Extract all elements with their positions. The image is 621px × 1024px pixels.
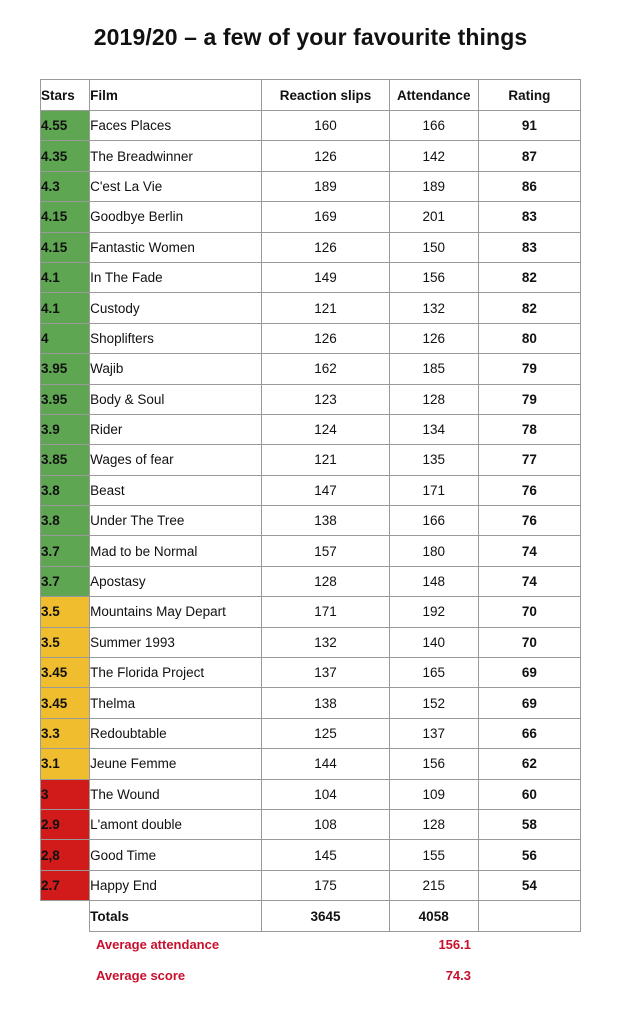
reaction-slips-cell: 121 xyxy=(262,445,389,475)
stars-cell: 3.7 xyxy=(41,566,90,596)
rating-cell: 80 xyxy=(478,323,580,353)
reaction-slips-cell: 145 xyxy=(262,840,389,870)
reaction-slips-cell: 175 xyxy=(262,870,389,900)
stars-cell: 3.1 xyxy=(41,749,90,779)
film-title: Shoplifters xyxy=(90,323,262,353)
table-row xyxy=(41,354,581,384)
rating-cell: 86 xyxy=(478,171,580,201)
header-film: Film xyxy=(90,80,262,111)
stars-cell: 3.8 xyxy=(41,506,90,536)
stars-cell: 4.1 xyxy=(41,262,90,292)
rating-cell: 79 xyxy=(478,384,580,414)
film-title: L'amont double xyxy=(90,809,262,839)
attendance-cell: 185 xyxy=(389,354,478,384)
film-title: In The Fade xyxy=(90,262,262,292)
stars-cell: 3.5 xyxy=(41,627,90,657)
film-title: Goodbye Berlin xyxy=(90,202,262,232)
stars-cell: 4.15 xyxy=(41,202,90,232)
table-row xyxy=(41,597,581,627)
stars-cell: 3.8 xyxy=(41,475,90,505)
film-title: Beast xyxy=(90,475,262,505)
table-row xyxy=(41,870,581,900)
stars-cell: 3.45 xyxy=(41,688,90,718)
film-title: Faces Places xyxy=(90,111,262,141)
reaction-slips-cell: 104 xyxy=(262,779,389,809)
attendance-cell: 166 xyxy=(389,111,478,141)
film-title: Body & Soul xyxy=(90,384,262,414)
table-row xyxy=(41,809,581,839)
rating-cell: 82 xyxy=(478,293,580,323)
attendance-cell: 192 xyxy=(389,597,478,627)
film-title: Wages of fear xyxy=(90,445,262,475)
rating-cell: 62 xyxy=(478,749,580,779)
reaction-slips-cell: 138 xyxy=(262,688,389,718)
table-row xyxy=(41,536,581,566)
reaction-slips-cell: 126 xyxy=(262,323,389,353)
films-table xyxy=(40,79,581,932)
avg-attendance-value: 156.1 xyxy=(438,937,471,952)
rating-cell: 69 xyxy=(478,688,580,718)
stars-cell: 2,8 xyxy=(41,840,90,870)
stars-cell: 3.85 xyxy=(41,445,90,475)
attendance-cell: 180 xyxy=(389,536,478,566)
table-row xyxy=(41,384,581,414)
table-row xyxy=(41,232,581,262)
rating-cell: 70 xyxy=(478,597,580,627)
rating-cell: 76 xyxy=(478,506,580,536)
attendance-cell: 128 xyxy=(389,809,478,839)
totals-attendance: 4058 xyxy=(389,901,478,932)
reaction-slips-cell: 144 xyxy=(262,749,389,779)
table-row xyxy=(41,779,581,809)
reaction-slips-cell: 147 xyxy=(262,475,389,505)
reaction-slips-cell: 162 xyxy=(262,354,389,384)
reaction-slips-cell: 169 xyxy=(262,202,389,232)
table-row xyxy=(41,749,581,779)
attendance-cell: 166 xyxy=(389,506,478,536)
totals-blank xyxy=(41,901,90,932)
film-title: Redoubtable xyxy=(90,718,262,748)
table-row xyxy=(41,718,581,748)
reaction-slips-cell: 137 xyxy=(262,658,389,688)
reaction-slips-cell: 121 xyxy=(262,293,389,323)
rating-cell: 87 xyxy=(478,141,580,171)
table-row xyxy=(41,111,581,141)
rating-cell: 83 xyxy=(478,232,580,262)
film-title: The Florida Project xyxy=(90,658,262,688)
avg-score-label: Average score xyxy=(96,968,186,983)
attendance-cell: 132 xyxy=(389,293,478,323)
attendance-cell: 137 xyxy=(389,718,478,748)
film-title: Custody xyxy=(90,293,262,323)
table-row xyxy=(41,141,581,171)
totals-row xyxy=(41,901,581,932)
page-title: 2019/20 – a few of your favourite things xyxy=(93,24,528,50)
table-row xyxy=(41,566,581,596)
stars-cell: 4 xyxy=(41,323,90,353)
attendance-cell: 171 xyxy=(389,475,478,505)
rating-cell: 69 xyxy=(478,658,580,688)
attendance-cell: 152 xyxy=(389,688,478,718)
table-row xyxy=(41,202,581,232)
rating-cell: 70 xyxy=(478,627,580,657)
film-title: Jeune Femme xyxy=(90,749,262,779)
rating-cell: 66 xyxy=(478,718,580,748)
attendance-cell: 142 xyxy=(389,141,478,171)
rating-cell: 56 xyxy=(478,840,580,870)
reaction-slips-cell: 126 xyxy=(262,141,389,171)
attendance-cell: 156 xyxy=(389,749,478,779)
stars-cell: 3.9 xyxy=(41,414,90,444)
table-row xyxy=(41,414,581,444)
attendance-cell: 134 xyxy=(389,414,478,444)
reaction-slips-cell: 149 xyxy=(262,262,389,292)
reaction-slips-cell: 108 xyxy=(262,809,389,839)
reaction-slips-cell: 160 xyxy=(262,111,389,141)
film-title: Mad to be Normal xyxy=(90,536,262,566)
film-title: Mountains May Depart xyxy=(90,597,262,627)
stars-cell: 4.1 xyxy=(41,293,90,323)
film-title: Wajib xyxy=(90,354,262,384)
stars-cell: 3.5 xyxy=(41,597,90,627)
table-row xyxy=(41,627,581,657)
reaction-slips-cell: 125 xyxy=(262,718,389,748)
totals-slips: 3645 xyxy=(262,901,389,932)
film-title: The Breadwinner xyxy=(90,141,262,171)
rating-cell: 79 xyxy=(478,354,580,384)
avg-score-value: 74.3 xyxy=(445,968,471,983)
film-title: Under The Tree xyxy=(90,506,262,536)
reaction-slips-cell: 132 xyxy=(262,627,389,657)
film-title: Happy End xyxy=(90,870,262,900)
rating-cell: 74 xyxy=(478,566,580,596)
header-attendance: Attendance xyxy=(389,80,478,111)
table-row xyxy=(41,445,581,475)
rating-cell: 78 xyxy=(478,414,580,444)
film-title: C'est La Vie xyxy=(90,171,262,201)
attendance-cell: 189 xyxy=(389,171,478,201)
reaction-slips-cell: 157 xyxy=(262,536,389,566)
attendance-cell: 148 xyxy=(389,566,478,596)
reaction-slips-cell: 171 xyxy=(262,597,389,627)
attendance-cell: 109 xyxy=(389,779,478,809)
reaction-slips-cell: 124 xyxy=(262,414,389,444)
totals-rating-empty xyxy=(478,901,580,932)
attendance-cell: 215 xyxy=(389,870,478,900)
stars-cell: 3.3 xyxy=(41,718,90,748)
table-header-row xyxy=(41,80,581,111)
header-rating: Rating xyxy=(478,80,580,111)
stars-cell: 4.3 xyxy=(41,171,90,201)
attendance-cell: 126 xyxy=(389,323,478,353)
stars-cell: 3.95 xyxy=(41,354,90,384)
attendance-cell: 201 xyxy=(389,202,478,232)
attendance-cell: 156 xyxy=(389,262,478,292)
header-stars: Stars xyxy=(41,80,90,111)
table-row xyxy=(41,688,581,718)
attendance-cell: 165 xyxy=(389,658,478,688)
rating-cell: 83 xyxy=(478,202,580,232)
rating-cell: 58 xyxy=(478,809,580,839)
table-row xyxy=(41,293,581,323)
rating-cell: 82 xyxy=(478,262,580,292)
rating-cell: 74 xyxy=(478,536,580,566)
film-title: Apostasy xyxy=(90,566,262,596)
film-title: Fantastic Women xyxy=(90,232,262,262)
reaction-slips-cell: 189 xyxy=(262,171,389,201)
table-row xyxy=(41,323,581,353)
table-body xyxy=(41,111,581,901)
film-title: The Wound xyxy=(90,779,262,809)
film-title: Thelma xyxy=(90,688,262,718)
avg-attendance-label: Average attendance xyxy=(96,937,220,952)
attendance-cell: 155 xyxy=(389,840,478,870)
film-title: Summer 1993 xyxy=(90,627,262,657)
stars-cell: 2.7 xyxy=(41,870,90,900)
rating-cell: 76 xyxy=(478,475,580,505)
header-reaction-slips: Reaction slips xyxy=(262,80,389,111)
stars-cell: 3.45 xyxy=(41,658,90,688)
rating-cell: 60 xyxy=(478,779,580,809)
table-row xyxy=(41,506,581,536)
film-title: Rider xyxy=(90,414,262,444)
totals-label: Totals xyxy=(90,901,262,932)
stars-cell: 4.15 xyxy=(41,232,90,262)
reaction-slips-cell: 138 xyxy=(262,506,389,536)
table-row xyxy=(41,171,581,201)
rating-cell: 77 xyxy=(478,445,580,475)
reaction-slips-cell: 123 xyxy=(262,384,389,414)
stars-cell: 4.35 xyxy=(41,141,90,171)
attendance-cell: 140 xyxy=(389,627,478,657)
table-row xyxy=(41,840,581,870)
attendance-cell: 128 xyxy=(389,384,478,414)
table-row xyxy=(41,262,581,292)
table-row xyxy=(41,658,581,688)
stars-cell: 3.7 xyxy=(41,536,90,566)
stars-cell: 3.95 xyxy=(41,384,90,414)
table-row xyxy=(41,475,581,505)
stars-cell: 2.9 xyxy=(41,809,90,839)
rating-cell: 91 xyxy=(478,111,580,141)
stars-cell: 4.55 xyxy=(41,111,90,141)
film-title: Good Time xyxy=(90,840,262,870)
attendance-cell: 135 xyxy=(389,445,478,475)
stars-cell: 3 xyxy=(41,779,90,809)
reaction-slips-cell: 126 xyxy=(262,232,389,262)
rating-cell: 54 xyxy=(478,870,580,900)
reaction-slips-cell: 128 xyxy=(262,566,389,596)
attendance-cell: 150 xyxy=(389,232,478,262)
